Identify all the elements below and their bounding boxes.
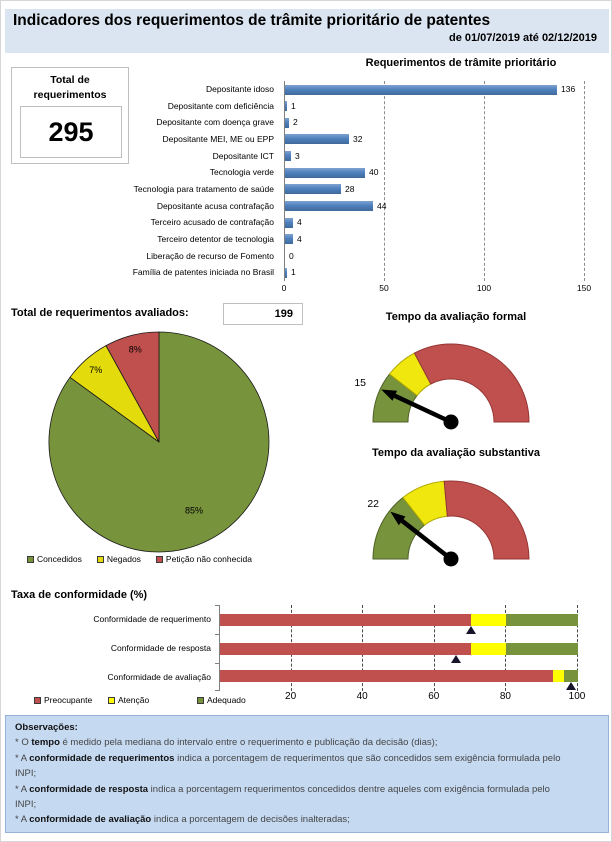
bar-category-label: Terceiro acusado de contrafação [150,217,274,228]
conformidade-segment-Atenção [471,614,507,626]
pie-legend-item [156,554,252,564]
bar-value-label: 4 [297,233,302,244]
observacoes-panel [5,715,609,833]
bar-value-label: 0 [289,250,294,261]
bar-value-label: 2 [293,117,298,128]
conformidade-x-tick-label: 80 [499,691,511,702]
conformidade-title: Taxa de conformidade (%) [11,589,148,601]
bar-value-label: 136 [561,84,576,94]
gauge-hub [444,552,459,567]
bar-row [285,248,585,265]
bar-category-label: Tecnologia para tratamento de saúde [133,183,274,194]
bar-category-label: Depositante ICT [212,150,274,161]
conformidade-axis-tick [215,663,220,664]
bar [285,85,557,95]
title-band [5,9,609,53]
total-requerimentos-label: Total de requerimentos [33,74,107,101]
bar-row [285,131,585,148]
conformidade-legend [1,695,612,707]
conformidade-segment-Adequado [564,670,578,682]
bar-x-tick-label: 100 [476,283,492,293]
conformidade-category-labels [1,605,215,691]
conformidade-segment-Atenção [471,643,507,655]
bar-row [285,181,585,198]
bar [285,201,373,211]
conformidade-segment-Adequado [506,614,578,626]
conformidade-legend-swatch [108,697,115,704]
observacao-note: * A conformidade de requerimentos indica a porcentagem de requerimentos que são concedidos sem exigência formulada pelo INPI; [15,752,561,780]
bar-value-label: 4 [297,217,302,228]
observacoes-notes [15,735,599,827]
conformidade-x-tick-label: 100 [568,691,586,702]
bar-row [285,98,585,115]
page-title: Indicadores dos requerimentos de trâmite prioritário de patentes [13,12,491,29]
bar-value-label: 32 [353,133,363,144]
conformidade-segment-Adequado [506,643,578,655]
bar-chart-category-labels [9,81,279,281]
bar-category-label: Depositante MEI, ME ou EPP [162,133,274,144]
pie-legend-swatch [156,556,163,563]
bar-value-label: 1 [291,267,296,278]
observacao-note: * O tempo é medido pela mediana do intervalo entre o requerimento e publicação da decisão (dias); [15,737,438,749]
conformidade-legend-item [197,695,246,705]
pie-legend-swatch [27,556,34,563]
conformidade-category-label: Conformidade de avaliação [107,671,211,682]
pie-slice-pct-label: 7% [89,365,103,376]
gauge-value-label: 15 [354,377,366,389]
conformidade-x-tick-label: 40 [356,691,368,702]
bar-row [285,148,585,165]
total-requerimentos-value: 295 [20,106,122,158]
bar-row [285,214,585,231]
bar-category-label: Depositante com deficiência [167,100,274,111]
bar [285,118,289,128]
conformidade-segment-Preocupante [220,614,471,626]
avaliados-label: Total de requerimentos avaliados: [11,307,189,319]
date-range: de 01/07/2019 até 02/12/2019 [448,32,597,44]
observacoes-heading: Observações: [15,722,78,733]
bar-value-label: 1 [291,100,296,111]
bar-row [285,198,585,215]
conformidade-x-tick-label: 60 [428,691,440,702]
conformidade-axis-tick [215,634,220,635]
pie-legend-item [27,554,82,564]
bar-row [285,81,585,98]
conformidade-segment-Atenção [553,670,564,682]
gauge-value-label: 22 [367,498,379,510]
bar [285,134,349,144]
bar [285,184,341,194]
bar-category-label: Tecnologia verde [209,167,274,178]
conformidade-legend-item [108,695,149,705]
bar-x-tick-label: 150 [576,283,592,293]
conformidade-category-label: Conformidade de resposta [110,642,211,653]
bar [285,168,365,178]
gauge-substantiva [351,479,551,574]
gauge-segment-red [414,344,529,422]
observacao-note: * A conformidade de resposta indica a porcentagem requerimentos concedidos dentre aqueles com exigência formulada pelo INPI; [15,783,550,811]
conformidade-marker [451,655,461,663]
bar-chart-title: Requerimentos de trâmite prioritário [365,57,557,69]
bar-value-label: 44 [377,200,387,211]
pie-legend-swatch [97,556,104,563]
pie-legend-label: Petição não conhecida [165,554,252,564]
pie-legend-label: Negados [106,554,141,564]
conformidade-legend-label: Atenção [118,695,150,705]
bar-row [285,164,585,181]
conformidade-bar-row [220,670,578,682]
conformidade-category-label: Conformidade de requerimento [93,614,211,625]
bar-value-label: 28 [345,183,355,194]
bar-chart-plot [284,81,585,281]
conformidade-bar-row [220,643,578,655]
conformidade-bar-row [220,614,578,626]
conformidade-axis-tick [215,605,220,606]
bar-x-tick-label: 0 [281,283,287,293]
pie-slice-pct-label: 85% [184,505,204,516]
bar-row [285,231,585,248]
conformidade-legend-swatch [197,697,204,704]
bar [285,151,291,161]
conformidade-segment-Preocupante [220,643,471,655]
pie-chart [39,322,279,562]
conformidade-marker [566,682,576,690]
bar [285,234,293,244]
conformidade-marker [466,626,476,634]
pie-legend-label: Concedidos [37,554,82,564]
pie-legend [27,554,252,564]
conformidade-legend-item [34,695,92,705]
bar-category-label: Família de patentes iniciada no Brasil [132,267,274,278]
bar [285,268,287,278]
bar-category-label: Liberação de recurso de Fomento [146,250,274,261]
pie-legend-item [97,554,141,564]
bar-value-label: 40 [369,167,379,178]
bar-category-label: Terceiro detentor de tecnologia [157,233,274,244]
bar-chart-x-axis [281,283,592,295]
bar [285,218,293,228]
bar-row [285,264,585,281]
gauge-hub [444,415,459,430]
conformidade-plot [219,605,578,691]
gauge-substantiva-title: Tempo da avaliação substantiva [372,447,540,459]
observacao-note: * A conformidade de avaliação indica a porcentagem de decisões inalteradas; [15,814,350,826]
conformidade-legend-label: Adequado [207,695,246,705]
gauge-formal [351,342,551,437]
bar-category-label: Depositante com doença grave [156,117,274,128]
bar-value-label: 3 [295,150,300,161]
bar [285,101,287,111]
conformidade-legend-swatch [34,697,41,704]
conformidade-segment-Preocupante [220,670,553,682]
conformidade-x-tick-label: 20 [285,691,297,702]
bar-category-label: Depositante idoso [205,84,274,94]
gauge-segment-red [444,481,529,559]
bar-category-label: Depositante acusa contrafação [156,200,274,211]
bar-row [285,114,585,131]
avaliados-value: 199 [223,303,303,325]
conformidade-legend-label: Preocupante [44,695,93,705]
bar-x-tick-label: 50 [379,283,389,293]
pie-slice-pct-label: 8% [128,344,142,355]
gauge-formal-title: Tempo da avaliação formal [385,311,527,323]
